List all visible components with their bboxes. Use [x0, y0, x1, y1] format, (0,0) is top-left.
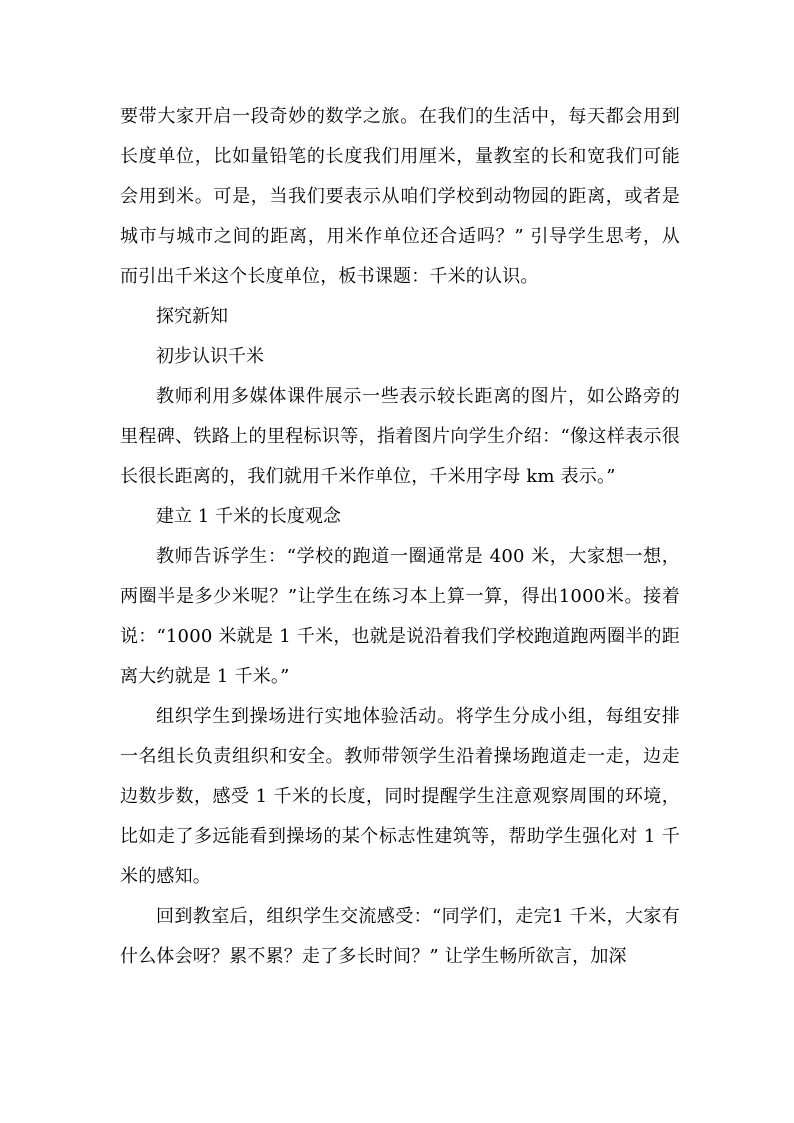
paragraph-intro-continued: 要带大家开启一段奇妙的数学之旅。在我们的生活中，每天都会用到长度单位，比如量铅笔的长度我们用厘米，量教室的长和宽我们可能会用到米。可是，当我们要表示从咱们学校到动物园的距离，或者是城市与城市之间的距离，用米作单位还合适吗？” 引导学生思考，从而引出千米这个长度单位，板书课题：千米的认识。: [120, 106, 680, 287]
paragraph-track-calculation: 教师告诉学生：“学校的跑道一圈通常是 400 米，大家想一想，两圈半是多少米呢？”让学生在练习本上算一算，得出1000米。接着说：“1000 米就是 1 千米，也就是说沿着我们学校跑道跑两圈半的距离大约就是 1 千米。”: [120, 546, 680, 687]
paragraph-classroom-discussion: 回到教室后，组织学生交流感受：“同学们，走完1 千米，大家有什么体会呀？累不累？走了多长时间？” 让学生畅所欲言，加深: [120, 906, 680, 967]
subsection-heading-length-concept: 建立 1 千米的长度观念: [156, 506, 341, 527]
section-heading-explore: 探究新知: [156, 306, 228, 327]
paragraph-field-activity: 组织学生到操场进行实地体验活动。将学生分成小组，每组安排一名组长负责组织和安全。教师带领学生沿着操场跑道走一走，边走边数步数，感受 1 千米的长度，同时提醒学生注意观察周围的环境，比如走了多远能看到操场的某个标志性建筑等，帮助学生强化对 1 千米的感知。: [120, 706, 680, 887]
document-body: [120, 97, 680, 977]
subsection-heading-first-knowledge: 初步认识千米: [156, 346, 264, 367]
paragraph-multimedia: 教师利用多媒体课件展示一些表示较长距离的图片，如公路旁的里程碑、铁路上的里程标识等，指着图片向学生介绍：“像这样表示很长很长距离的，我们就用千米作单位，千米用字母 km 表示。”: [120, 386, 680, 487]
